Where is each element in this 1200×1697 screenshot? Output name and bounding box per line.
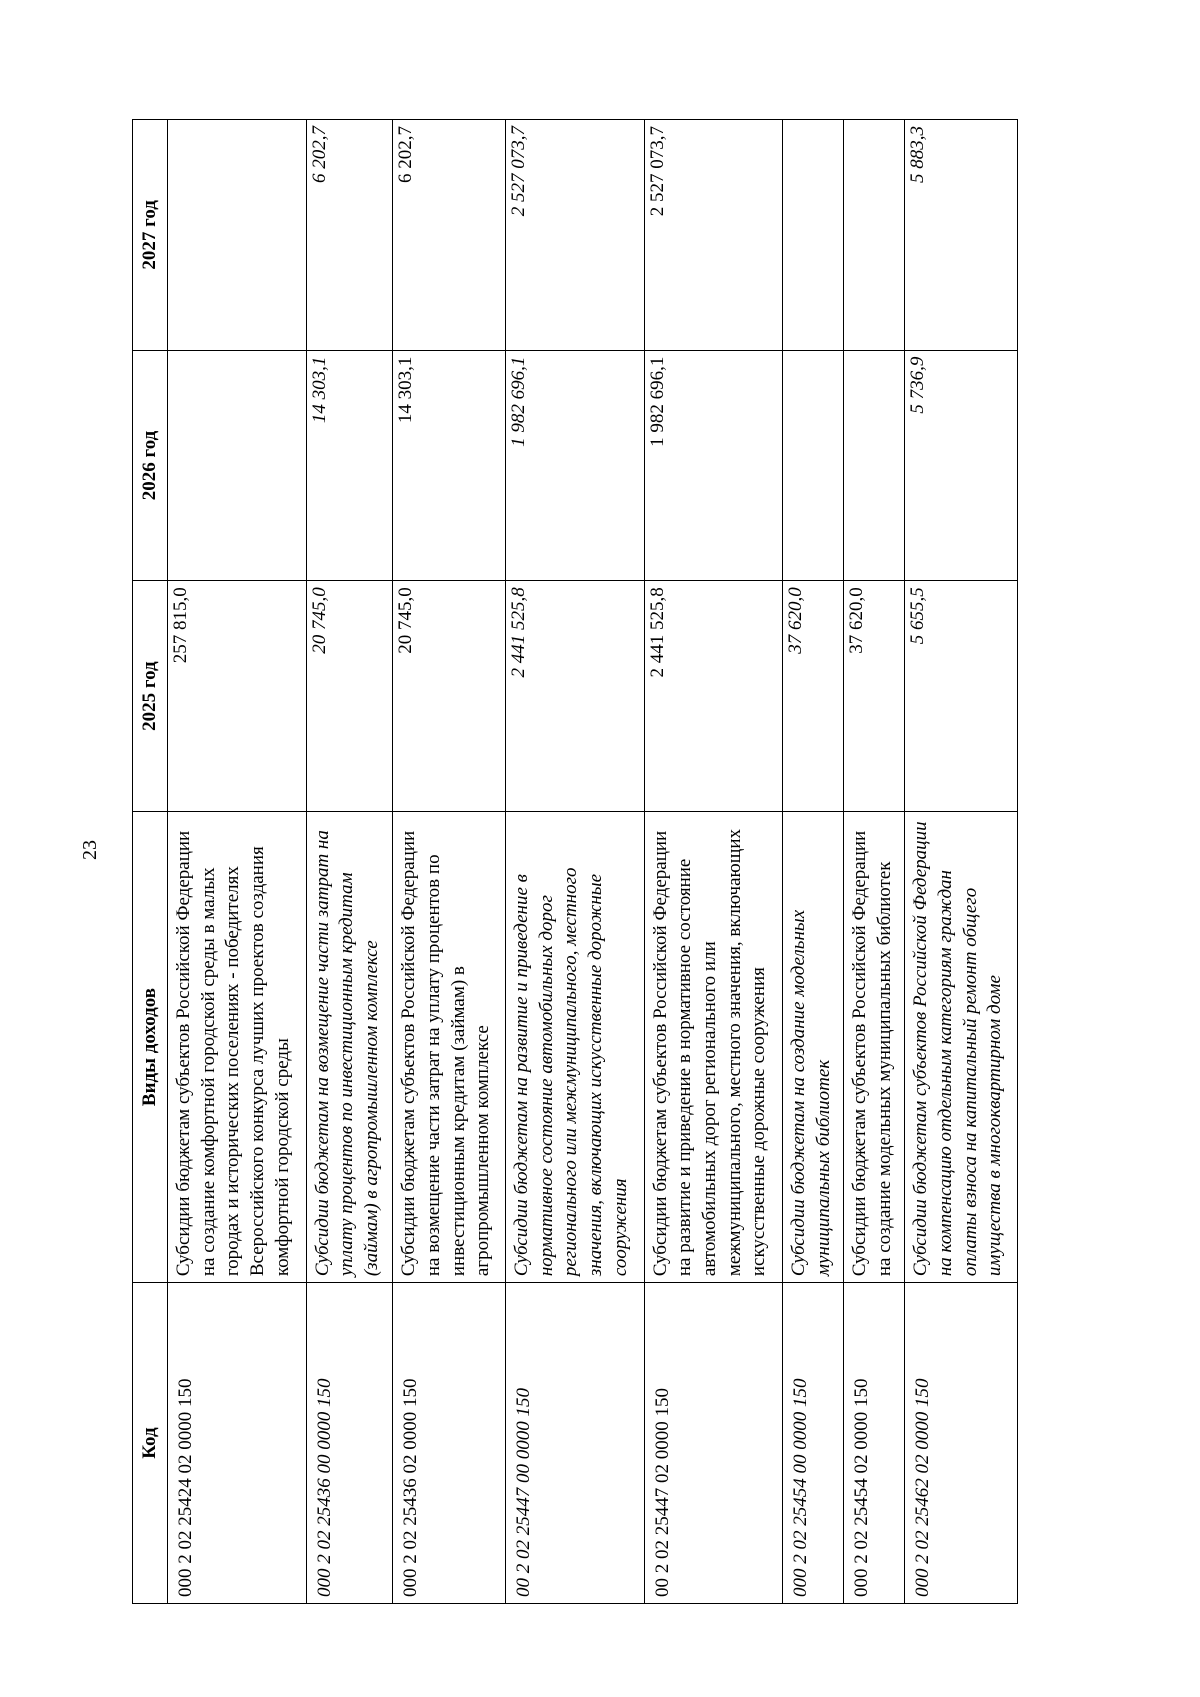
row-value-2025: 20 745,0 (306, 581, 393, 812)
page-number: 23 (79, 840, 101, 860)
table-row (844, 120, 905, 1604)
row-description: Субсидии бюджетам субъектов Российской Федерации на создание комфортной городской среды в малых городах и исторических поселениях - победителях Всероссийского конкурса лучших проектов создания комфортной городской среды (168, 811, 307, 1282)
row-code: 00 2 02 25447 00 0000 150 (506, 1283, 645, 1604)
row-value-2027 (783, 120, 844, 351)
row-code: 000 2 02 25436 02 0000 150 (393, 1283, 506, 1604)
row-value-2027: 6 202,7 (393, 120, 506, 351)
header-description: Виды доходов (133, 811, 168, 1282)
header-year-2026: 2026 год (133, 350, 168, 581)
row-value-2026: 5 736,9 (905, 350, 1018, 581)
table-row (306, 120, 393, 1604)
revenue-table (132, 119, 1018, 1604)
row-code: 000 2 02 25454 00 0000 150 (783, 1283, 844, 1604)
row-value-2025: 37 620,0 (783, 581, 844, 812)
row-code: 000 2 02 25436 00 0000 150 (306, 1283, 393, 1604)
row-value-2027: 2 527 073,7 (644, 120, 783, 351)
row-value-2025: 2 441 525,8 (506, 581, 645, 812)
row-value-2026: 14 303,1 (306, 350, 393, 581)
table-row (393, 120, 506, 1604)
row-value-2025: 5 655,5 (905, 581, 1018, 812)
row-value-2026: 1 982 696,1 (644, 350, 783, 581)
header-year-2025: 2025 год (133, 581, 168, 812)
row-code: 000 2 02 25454 02 0000 150 (844, 1283, 905, 1604)
row-value-2025: 37 620,0 (844, 581, 905, 812)
row-description: Субсидии бюджетам субъектов Российской Федерации на развитие и приведение в нормативное состояние автомобильных дорог регионального или межмуниципального, местного значения, включающих искусственные дорожные сооружения (644, 811, 783, 1282)
row-description: Субсидии бюджетам на возмещение части затрат на уплату процентов по инвестиционным кредитам (займам) в агропромышленном комплексе (306, 811, 393, 1282)
row-code: 000 2 02 25424 02 0000 150 (168, 1283, 307, 1604)
table-row (506, 120, 645, 1604)
row-value-2026 (168, 350, 307, 581)
row-value-2027: 5 883,3 (905, 120, 1018, 351)
row-description: Субсидии бюджетам субъектов Российской Федерации на создание модельных муниципальных библиотек (844, 811, 905, 1282)
row-code: 00 2 02 25447 02 0000 150 (644, 1283, 783, 1604)
row-value-2026: 14 303,1 (393, 350, 506, 581)
row-description: Субсидии бюджетам на создание модельных муниципальных библиотек (783, 811, 844, 1282)
table-row (644, 120, 783, 1604)
row-value-2027 (844, 120, 905, 351)
row-description: Субсидии бюджетам субъектов Российской Федерации на возмещение части затрат на уплату процентов по инвестиционным кредитам (займам) в агропромышленном комплексе (393, 811, 506, 1282)
row-value-2027: 6 202,7 (306, 120, 393, 351)
row-value-2026: 1 982 696,1 (506, 350, 645, 581)
row-description: Субсидии бюджетам на развитие и приведение в нормативное состояние автомобильных дорог регионального или межмуниципального, местного значения, включающих искусственные дорожные сооружения (506, 811, 645, 1282)
row-value-2025: 257 815,0 (168, 581, 307, 812)
rotated-table-container (132, 119, 1018, 1604)
row-description: Субсидии бюджетам субъектов Российской Федерации на компенсацию отдельным категориям граждан оплаты взноса на капитальный ремонт общего имущества в многоквартирном доме (905, 811, 1018, 1282)
header-year-2027: 2027 год (133, 120, 168, 351)
row-value-2025: 20 745,0 (393, 581, 506, 812)
row-value-2025: 2 441 525,8 (644, 581, 783, 812)
row-value-2027: 2 527 073,7 (506, 120, 645, 351)
row-value-2027 (168, 120, 307, 351)
header-code: Код (133, 1283, 168, 1604)
table-header-row (133, 120, 168, 1604)
table-row (783, 120, 844, 1604)
table-row (168, 120, 307, 1604)
row-value-2026 (844, 350, 905, 581)
table-row (905, 120, 1018, 1604)
row-code: 000 2 02 25462 02 0000 150 (905, 1283, 1018, 1604)
row-value-2026 (783, 350, 844, 581)
